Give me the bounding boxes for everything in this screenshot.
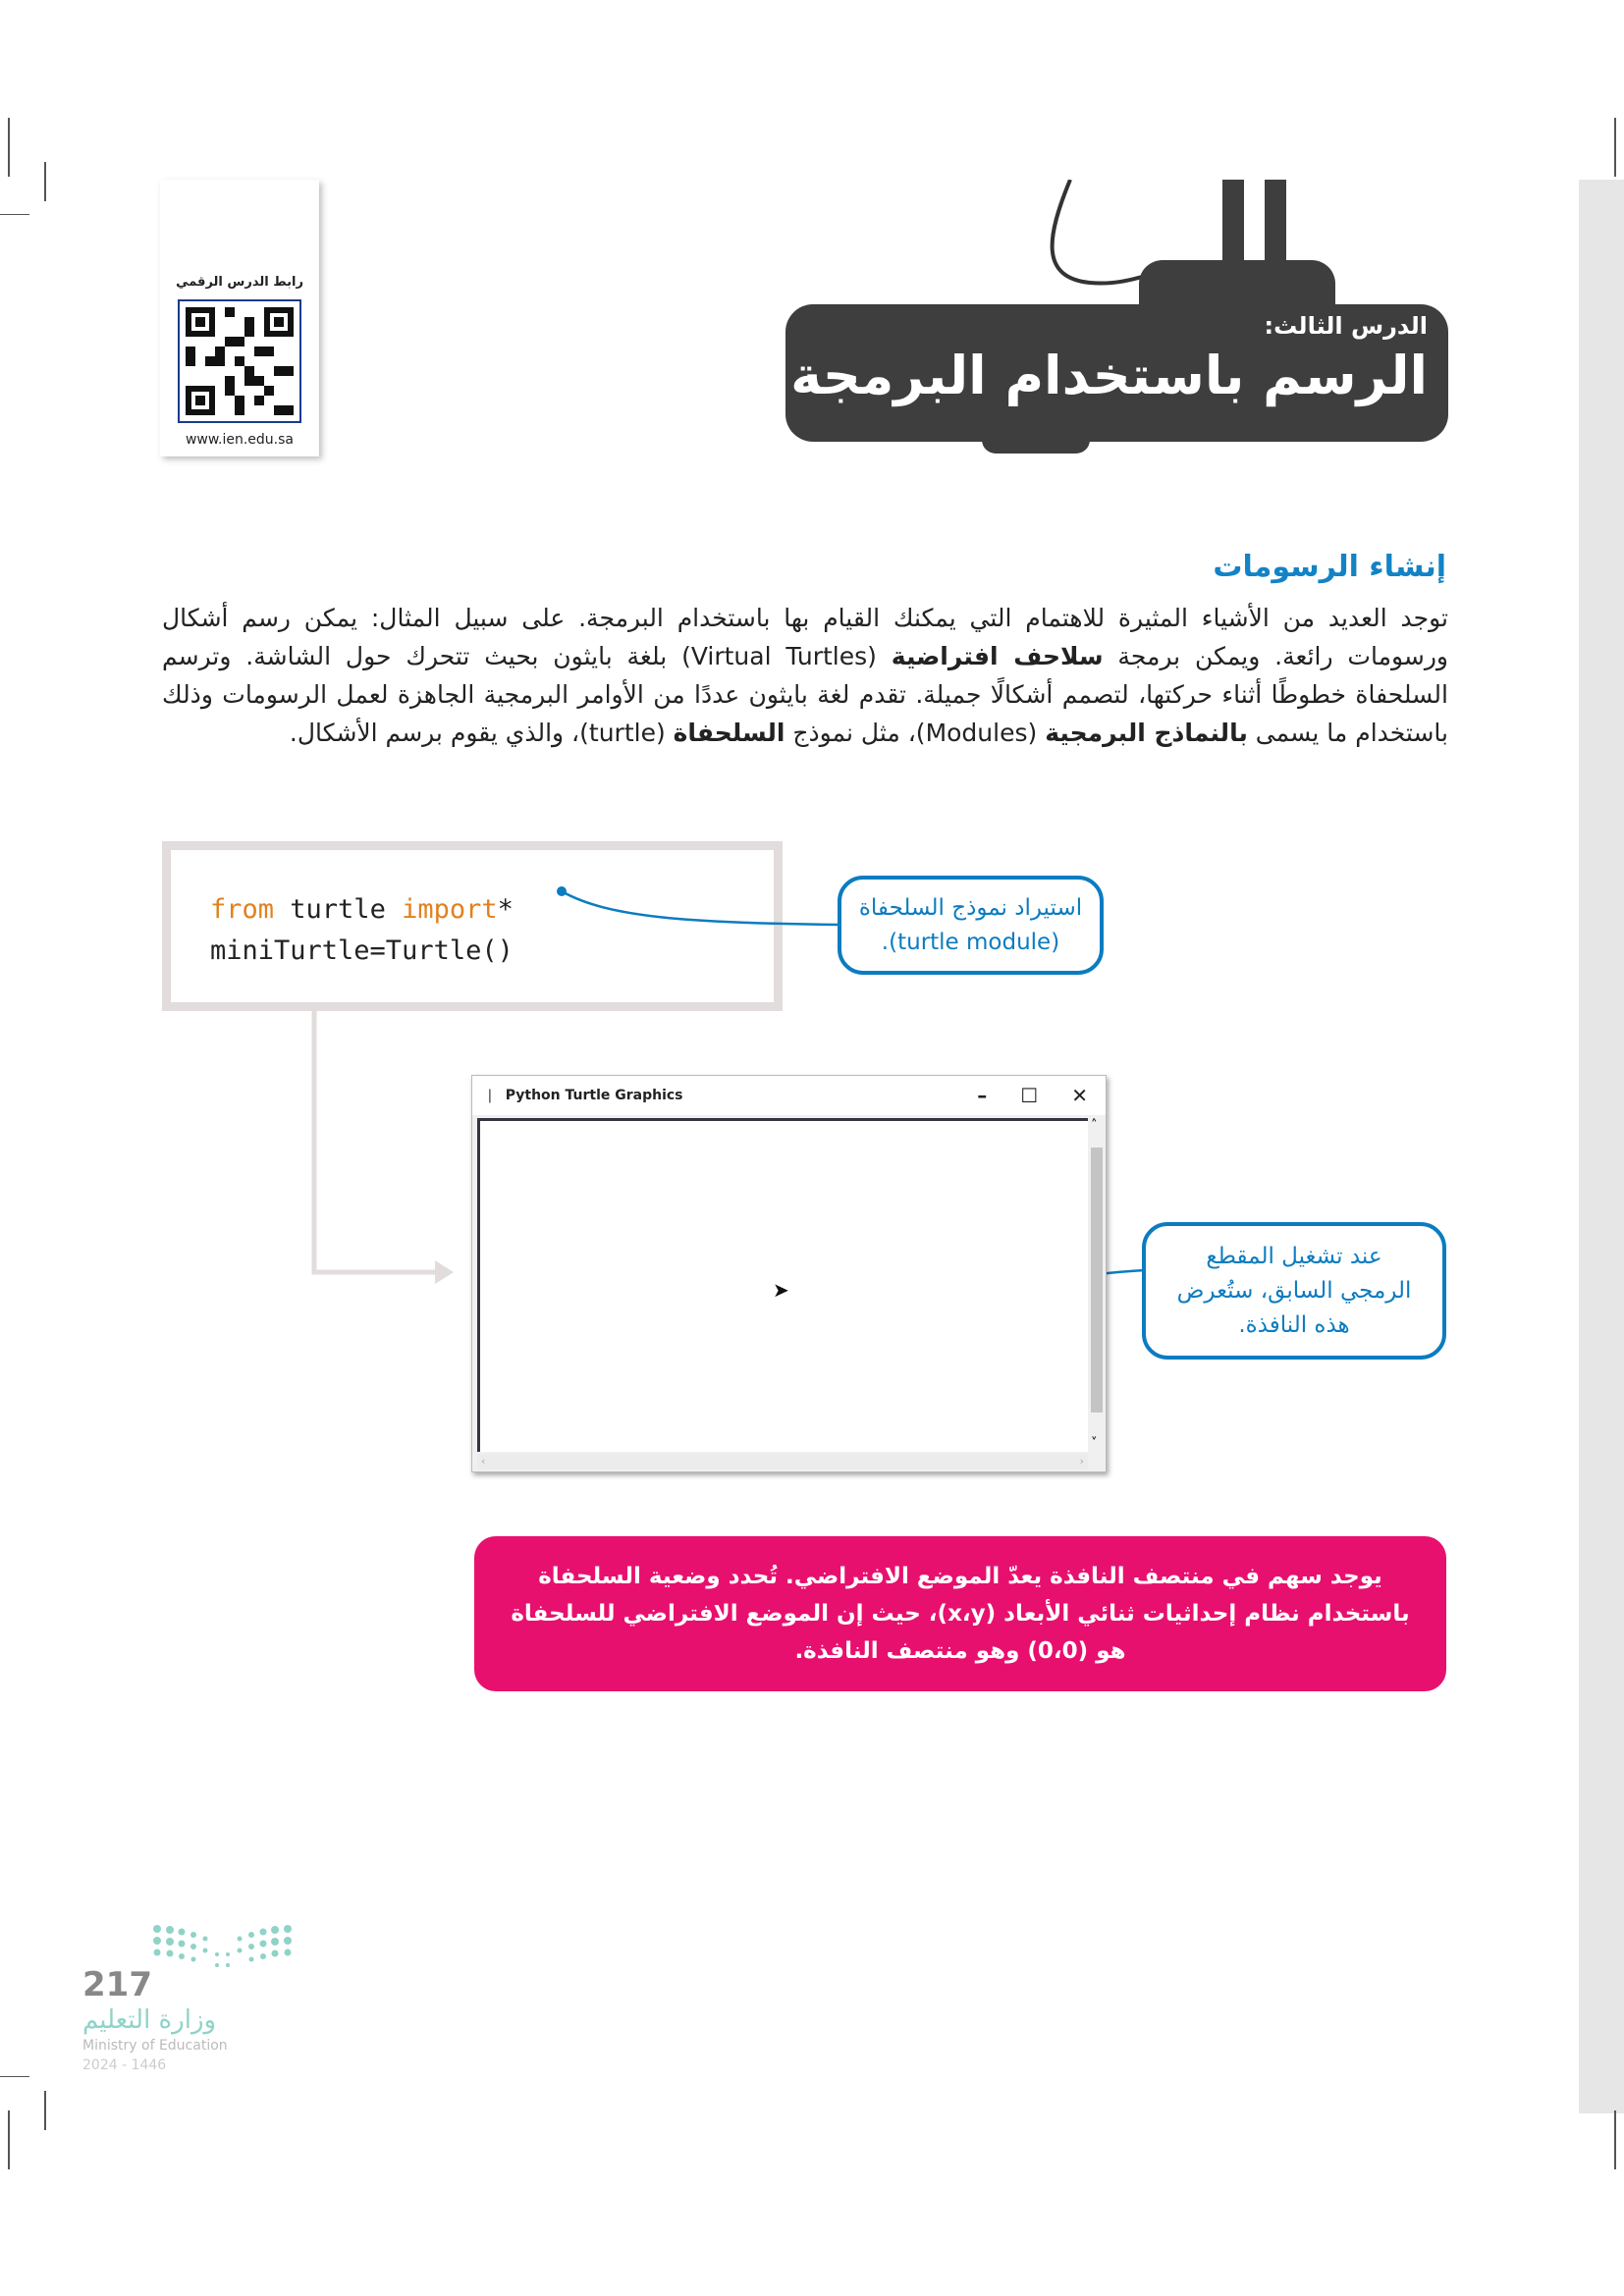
- feather-icon: ❘: [484, 1088, 496, 1103]
- crop-mark: [0, 2076, 29, 2077]
- horizontal-scrollbar[interactable]: [477, 1454, 1088, 1469]
- ministry-name-en: Ministry of Education: [82, 2038, 228, 2054]
- crop-mark: [44, 2091, 46, 2130]
- scroll-left-icon[interactable]: ‹: [481, 1455, 486, 1468]
- crop-mark: [1614, 118, 1616, 177]
- scroll-right-icon[interactable]: ›: [1079, 1455, 1084, 1468]
- vertical-scrollbar[interactable]: [1088, 1118, 1104, 1452]
- scroll-down-icon[interactable]: ˅: [1091, 1436, 1098, 1451]
- edition-year: 2024 - 1446: [82, 2057, 167, 2073]
- lesson-title: الرسم باستخدام البرمجة: [790, 345, 1428, 406]
- code-text: turtle: [274, 894, 403, 925]
- keyword: from: [210, 894, 275, 925]
- crop-mark: [8, 2110, 10, 2169]
- note-box: يوجد سهم في منتصف النافذة يعدّ الموضع الافتراضي. تُحدد وضعية السلحفاة باستخدام نظام إحداثيات ثنائي الأبعاد (x،y)، حيث إن الموضع الافتراضي للسلحفاة هو (0،0) وهو منتصف النافذة.: [474, 1536, 1446, 1691]
- text: (Modules)، مثل نموذج: [785, 719, 1046, 747]
- text: (Virtual Turtles) بلغة بايثون بحيث تتحرك حول الشاشة. وترسم السلحفاة خطوطًا أثناء حركتها، لتصمم أشكالًا جميلة. تقدم لغة بايثون عددًا من الأوامر البرمجية الجاهزة لعمل الرسومات وذلك باستخدام ما يسمى: [162, 642, 1448, 747]
- ministry-logo-dots: [152, 1924, 299, 1973]
- code-block: [162, 841, 783, 1011]
- window-titlebar[interactable]: [472, 1076, 1106, 1115]
- turtle-canvas[interactable]: [477, 1118, 1088, 1452]
- code-line-2: miniTurtle=Turtle(): [210, 935, 514, 966]
- bold-term: السلحفاة: [673, 719, 785, 747]
- banner-tab: [982, 422, 1090, 454]
- code-text: *: [497, 894, 514, 925]
- page-number: 217: [82, 1965, 152, 2004]
- keyword: import: [402, 894, 498, 925]
- scroll-up-icon[interactable]: ˄: [1091, 1118, 1098, 1133]
- qr-url[interactable]: www.ien.edu.sa: [185, 432, 295, 448]
- crop-mark: [8, 118, 10, 177]
- crop-mark: [0, 214, 29, 215]
- bold-term: سلاحف افتراضية: [891, 642, 1104, 670]
- turtle-graphics-window: [471, 1075, 1107, 1472]
- lesson-label: الدرس الثالث:: [1264, 312, 1428, 340]
- turtle-arrow-icon: ➤: [773, 1278, 789, 1302]
- maximize-button[interactable]: ☐: [1020, 1084, 1039, 1107]
- intro-paragraph: [162, 599, 1448, 752]
- callout-window: عند تشغيل المقطع الرمجي السابق، ستُعرض هذه النافذة.: [1142, 1222, 1446, 1360]
- text: توجد العديد من الأشياء المثيرة للاهتمام التي يمكنك القيام بها باستخدام البرمجة. على سبيل المثال: يمكن رسم أشكال ورسومات رائعة. ويمكن برمجة: [162, 604, 1448, 670]
- callout-import: استيراد نموذج السلحفاة (turtle module).: [838, 876, 1104, 975]
- close-button[interactable]: ✕: [1071, 1084, 1088, 1107]
- qr-title: رابط الدرس الرقمي: [176, 275, 303, 290]
- window-title: Python Turtle Graphics: [505, 1088, 683, 1103]
- scroll-thumb[interactable]: [1091, 1148, 1103, 1413]
- bold-term: بالنماذج البرمجية: [1045, 719, 1248, 747]
- digital-lesson-qr-card[interactable]: [160, 180, 319, 456]
- minimize-button[interactable]: –: [977, 1084, 988, 1107]
- crop-mark: [1614, 2110, 1616, 2169]
- page-edge-strip: [1579, 180, 1624, 2113]
- ministry-name-ar: وزارة التعليم: [82, 2005, 217, 2035]
- code-line-1: [210, 889, 774, 931]
- qr-code-icon[interactable]: [178, 299, 301, 423]
- text: (turtle)، والذي يقوم برسم الأشكال.: [289, 719, 674, 747]
- crop-mark: [44, 162, 46, 201]
- section-heading: إنشاء الرسومات: [1213, 550, 1446, 584]
